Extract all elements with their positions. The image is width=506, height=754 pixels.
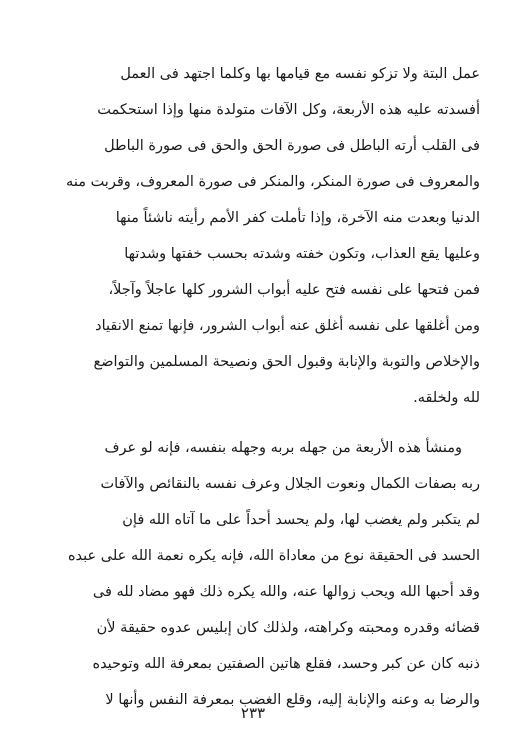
paragraph-2 — [26, 430, 480, 718]
text-line: لم يتكبر ولم يغضب لها، ولم يحسد أحداً على ما آتاه الله فإن — [122, 512, 480, 528]
text-line: وعليها يقع العذاب، وتكون خفته وشدته بحسب خفتها وشدتها — [124, 246, 480, 262]
text-line: وقد أحبها الله ويحب زوالها عنه، والله يكره ذلك فهو مضاد لله فى — [92, 584, 480, 600]
body-text — [26, 56, 480, 718]
text-line: والإخلاص والتوبة والإنابة وقبول الحق ونصيحة المسلمين والتواضع — [93, 354, 480, 370]
text-line: عمل البتة ولا تزكو نفسه مع قيامها بها وكلما اجتهد فى العمل — [120, 66, 480, 82]
text-line: والرضا به وعنه والإنابة إليه، وقلع الغضب بمعرفة النفس وأنها لا — [105, 692, 480, 708]
paragraph-gap — [26, 416, 480, 430]
text-line: الدنيا وبعدت منه الآخرة، وإذا تأملت كفر الأمم رأيته ناشئاً منها — [115, 210, 480, 226]
text-line: الحسد فى الحقيقة نوع من معاداة الله، فإنه يكره نعمة الله على عبده — [67, 548, 480, 564]
paragraph-1 — [26, 56, 480, 416]
text-line: فمن فتحها على نفسه فتح عليه أبواب الشرور كلها عاجلاً وآجلاً، — [108, 282, 480, 298]
text-line: ربه بصفات الكمال ونعوت الجلال وعرف نفسه بالنقائص والآفات — [100, 476, 480, 492]
page-number: ٢٣٣ — [240, 704, 266, 722]
text-line: ومنشأ هذه الأربعة من جهله بربه وجهله بنفسه، فإنه لو عرف — [104, 440, 462, 456]
text-line: فى القلب أرته الباطل فى صورة الحق والحق فى صورة الباطل — [104, 138, 480, 154]
text-line: لله ولخلقه. — [413, 390, 480, 406]
text-line: ذنبه كان عن كبر وحسد، فقلع هاتين الصفتين بمعرفة الله وتوحيده — [92, 656, 480, 672]
text-line: أفسدته عليه هذه الأربعة، وكل الآفات متولدة منها وإذا استحكمت — [97, 102, 480, 118]
text-line: ومن أغلقها على نفسه أغلق عنه أبواب الشرور، فإنها تمنع الانقياد — [95, 318, 480, 334]
text-line: والمعروف فى صورة المنكر، والمنكر فى صورة المعروف، وقربت منه — [66, 174, 480, 190]
text-line: قضائه وقدره ومحبته وكراهته، ولذلك كان إبليس عدوه حقيقة لأن — [96, 620, 480, 636]
